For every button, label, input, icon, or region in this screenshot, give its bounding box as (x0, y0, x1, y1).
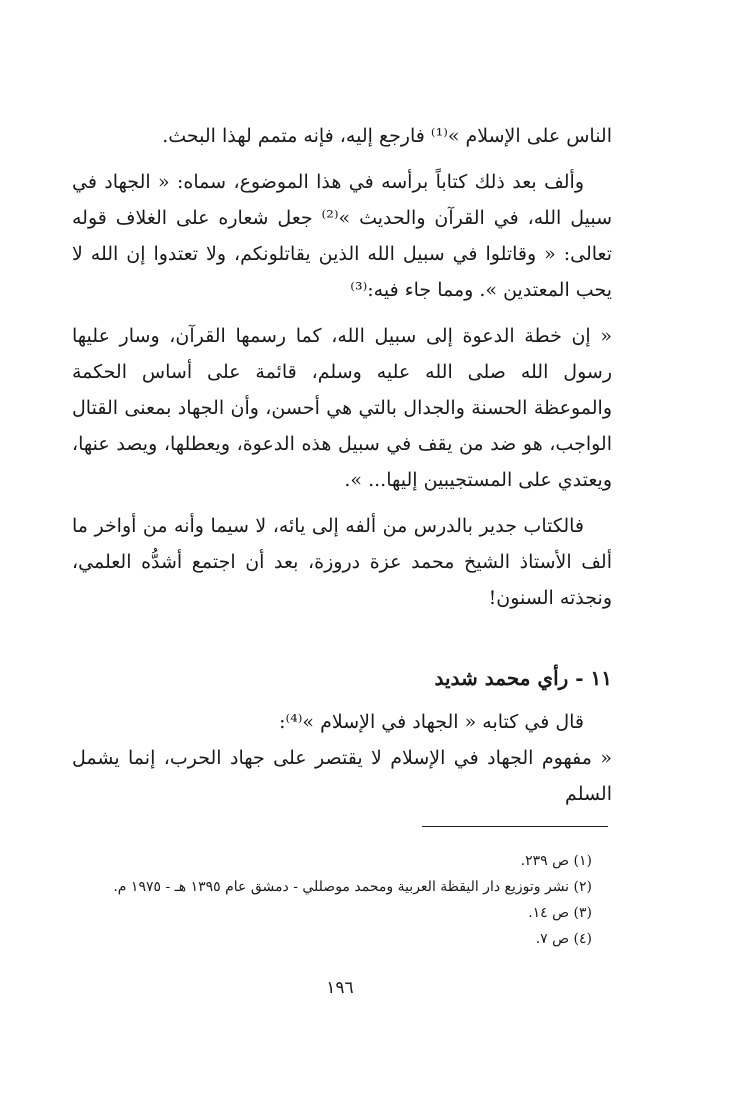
paragraph-continuation: الناس على الإسلام »⁽¹⁾ فارجع إليه، فإنه متمم لهذا البحث. (162, 125, 612, 147)
block-quote: « إن خطة الدعوة إلى سبيل الله، كما رسمها القرآن، وسار عليها رسول الله صلى الله عليه وسلم، قائمة على أساس الحكمة والموعظة الحسنة والجدال بالتي هي أحسن، وأن الجهاد بمعنى القتال الواجب، هو ضد من يقف في سبيل هذه الدعوة، ويعطلها، ويصد عنها، ويعتدي على المستجيبين إليها... ». (72, 325, 612, 491)
section-heading: ١١ - رأي محمد شديد (434, 666, 612, 690)
footnote-4: (٤) ص ٧. (535, 931, 592, 947)
footnote-divider (422, 826, 608, 827)
footnote-1: (١) ص ٢٣٩. (520, 853, 592, 869)
footnote-3: (٣) ص ١٤. (528, 905, 592, 921)
page-body (72, 118, 612, 812)
footnote-2: (٢) نشر وتوزيع دار اليقظة العربية ومحمد موصللي - دمشق عام ١٣٩٥ هـ - ١٩٧٥ م. (113, 879, 592, 895)
section-spacer (72, 616, 612, 660)
paragraph-book-description: وألف بعد ذلك كتاباً برأسه في هذا الموضوع، سماه: « الجهاد في سبيل الله، في القرآن والحديث »⁽²⁾ جعل شعاره على الغلاف قوله تعالى: « وقاتلوا في سبيل الله الذين يقاتلونكم، ولا تعتدوا إن الله لا يحب المعتدين ». ومما جاء فيه:⁽³⁾ (72, 171, 612, 301)
footnotes (72, 848, 592, 952)
paragraph-quote-intro: قال في كتابه « الجهاد في الإسلام »⁽⁴⁾: (279, 711, 584, 733)
page-number: ١٩٦ (326, 978, 354, 998)
paragraph-book-assessment: فالكتاب جدير بالدرس من ألفه إلى يائه، لا سيما وأنه من أواخر ما ألف الأستاذ الشيخ محمد عزة دروزة، بعد أن اجتمع أشدُّه العلمي، ونجذته السنون! (72, 515, 612, 609)
paragraph-quote-start: « مفهوم الجهاد في الإسلام لا يقتصر على جهاد الحرب، إنما يشمل السلم (72, 747, 612, 805)
